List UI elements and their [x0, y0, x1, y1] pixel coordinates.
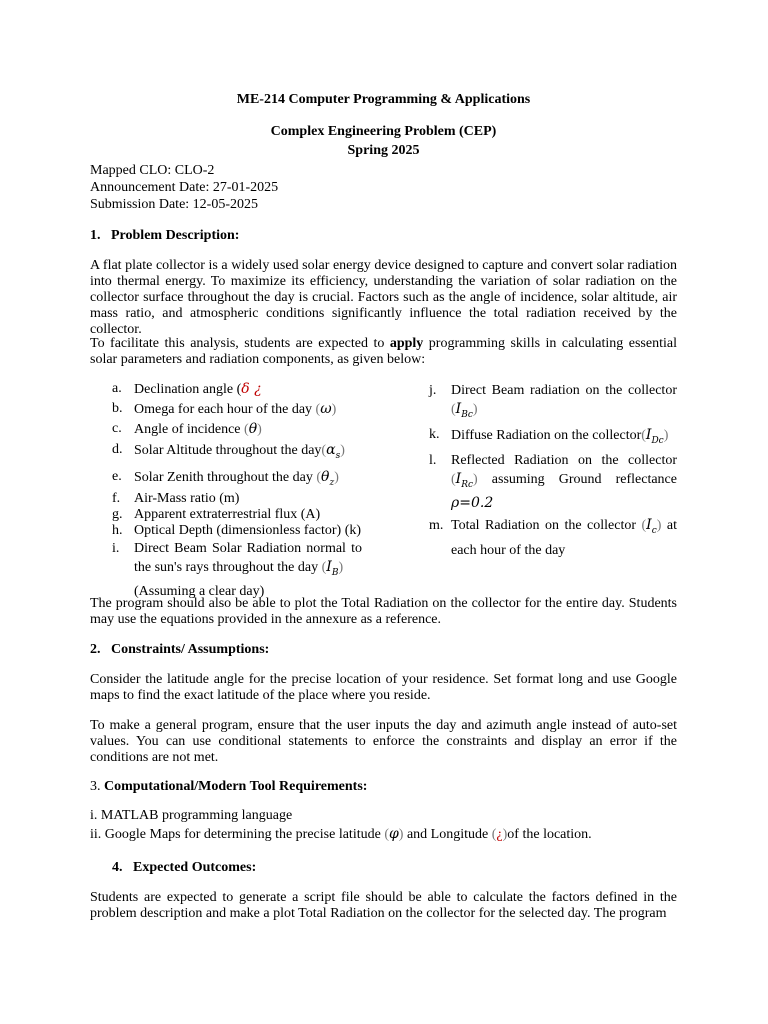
section-1-heading: 1. Problem Description: — [90, 228, 240, 243]
list-item: e. Solar Zenith throughout the day $(\theta_z)$ — [112, 468, 339, 488]
parameter-list-left — [112, 381, 362, 601]
section-3-heading: 3. Computational/Modern Tool Requirements: — [90, 779, 368, 794]
document-meta — [90, 162, 278, 213]
document-term: Spring 2025 — [347, 143, 420, 158]
list-item: d. Solar Altitude throughout the $day(\alpha_s)$ — [112, 442, 345, 461]
section-4-paragraph-1: Students are expected to generate a script file should be able to calculate the factors defined in the problem description and make a plot Total Radiation on the collector for the selected day. The program — [90, 890, 677, 921]
section-4-heading: 4. Expected Outcomes: — [112, 860, 257, 875]
document-subtitle: Complex Engineering Problem (CEP) — [270, 124, 497, 139]
list-item: b. Omega for each hour of the day (ω) — [112, 401, 337, 417]
section-2-paragraph-1: Consider the latitude angle for the precise location of your residence. Set format long and use Google maps to find the exact latitude of the place where you reside. — [90, 672, 677, 703]
list-item: m. Total Radiation on the collector $(I_c)$ at each hour of the day — [429, 517, 678, 559]
parameter-list-right — [429, 381, 677, 560]
section-2-heading: 2. Constraints/ Assumptions: — [90, 642, 270, 657]
list-item: h. Optical Depth (dimensionless factor) (k) — [112, 522, 362, 538]
section-3-item-2: ii. Google Maps for determining the precise latitude (φ) and Longitude (¿)of the location. — [90, 826, 592, 842]
section-3-item-1: i. MATLAB programming language — [90, 808, 293, 823]
list-item: i. Direct Beam Solar Radiation normal to the sun's rays throughout the day $(I_B)$ (Assuming a clear day) — [112, 540, 362, 600]
list-item: c. Angle of incidence (θ) — [112, 421, 262, 437]
list-item: f. Air-Mass ratio (m) — [112, 490, 240, 506]
list-item: l. Reflected Radiation on the collector $(I_{Rc})$ assuming Ground reflectance ρ=0.2 — [429, 452, 677, 512]
list-item: j. Direct Beam radiation on the collector $(I_{Bc})$ — [429, 383, 677, 420]
submission-date: Submission Date: 12-05-2025 — [90, 197, 258, 212]
announcement-date: Announcement Date: 27-01-2025 — [90, 180, 279, 195]
section-1-paragraph-2: To facilitate this analysis, students are expected to apply programming skills in calculating essential solar parameters and radiation components, as given below: — [90, 336, 677, 367]
list-item: a. Declination angle (δ ¿ — [112, 381, 262, 397]
section-1-paragraph-3: The program should also be able to plot the Total Radiation on the collector for the entire day. Students may use the equations provided in the annexure as a reference. — [90, 596, 677, 627]
mapped-clo: Mapped CLO: CLO-2 — [90, 163, 215, 178]
list-item: g. Apparent extraterrestrial flux (A) — [112, 506, 321, 522]
document-title: ME-214 Computer Programming & Applications — [236, 92, 531, 107]
list-item: k. Diffuse Radiation on the $collector(I_{Dc})$ — [429, 426, 669, 446]
section-2-paragraph-2: To make a general program, ensure that the user inputs the day and azimuth angle instead of auto-set values. You can use conditional statements to enforce the constraints and display an error if the conditions are not met. — [90, 718, 677, 765]
section-1-paragraph-1: A flat plate collector is a widely used solar energy device designed to capture and convert solar radiation into thermal energy. To maximize its efficiency, understanding the variation of solar radiation on the collector surface throughout the day is crucial. Factors such as the angle of incidence, solar altitude, air mass ratio, and atmospheric conditions significantly influence the total radiation received by the collector. — [90, 258, 677, 337]
